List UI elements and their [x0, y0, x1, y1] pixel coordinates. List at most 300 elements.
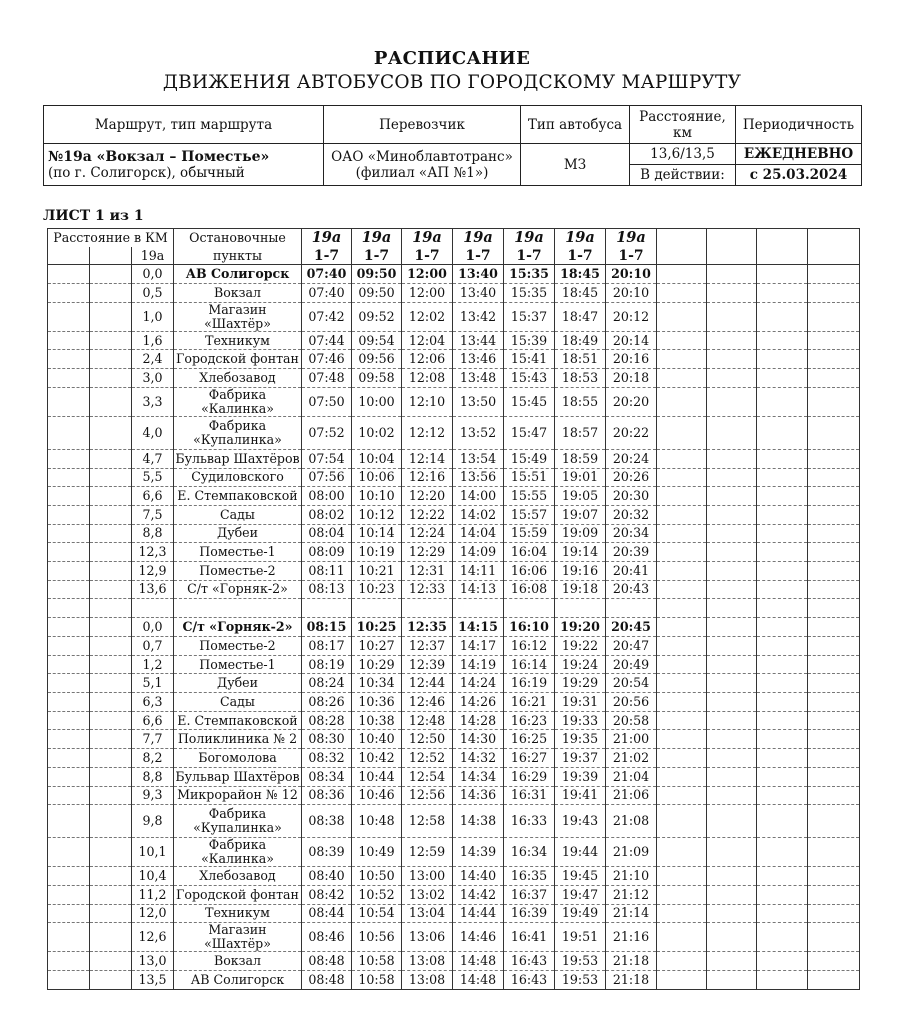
distance-km: 2,4: [132, 350, 174, 369]
empty-column-cell: [352, 599, 402, 618]
route-cell: [44, 144, 324, 186]
empty-column-cell: [707, 247, 757, 265]
departure-time: 19:20: [555, 618, 606, 637]
departure-time: 16:37: [504, 885, 555, 904]
empty-column-cell: [657, 302, 707, 331]
departure-time: 20:45: [606, 618, 657, 637]
empty-column-cell: [757, 885, 808, 904]
empty-column-cell: [48, 749, 90, 768]
departure-time: 19:53: [555, 970, 606, 989]
departure-time: 08:44: [302, 904, 352, 923]
departure-time: 14:02: [453, 505, 504, 524]
departure-time: 12:00: [402, 265, 453, 284]
departure-time: 20:14: [606, 331, 657, 350]
departure-time: 19:29: [555, 674, 606, 693]
departure-time: 20:10: [606, 284, 657, 303]
departure-time: 13:42: [453, 302, 504, 331]
distance-km: 4,0: [132, 416, 174, 449]
empty-column-cell: [90, 767, 132, 786]
departure-time: 19:09: [555, 524, 606, 543]
departure-time: 12:16: [402, 468, 453, 487]
schedule-row: [48, 674, 860, 693]
stop-name: Хлебозавод: [174, 369, 302, 388]
empty-column-cell: [90, 838, 132, 867]
empty-column-cell: [808, 904, 860, 923]
departure-time: 13:40: [453, 284, 504, 303]
empty-column-cell: [757, 970, 808, 989]
departure-time: 09:52: [352, 302, 402, 331]
departure-time: 16:31: [504, 786, 555, 805]
departure-time: 19:37: [555, 749, 606, 768]
departure-time: 07:44: [302, 331, 352, 350]
schedule-row: [48, 387, 860, 416]
schedule-row: [48, 838, 860, 867]
empty-column-cell: [707, 693, 757, 712]
empty-column-cell: [707, 369, 757, 388]
departure-time: 16:41: [504, 923, 555, 952]
departure-time: 20:39: [606, 543, 657, 562]
empty-column-cell: [48, 331, 90, 350]
empty-column-cell: [48, 637, 90, 656]
departure-time: 16:43: [504, 970, 555, 989]
empty-column-cell: [90, 302, 132, 331]
stop-name: Поместье-1: [174, 655, 302, 674]
empty-column-cell: [707, 524, 757, 543]
departure-time: 12:54: [402, 767, 453, 786]
empty-column-cell: [707, 885, 757, 904]
departure-time: 10:19: [352, 543, 402, 562]
departure-time: 20:49: [606, 655, 657, 674]
stop-name: Техникум: [174, 331, 302, 350]
empty-column-cell: [48, 952, 90, 971]
stop-name: Фабрика «Калинка»: [174, 387, 302, 416]
departure-time: 21:10: [606, 867, 657, 886]
empty-column-cell: [808, 952, 860, 971]
empty-column-cell: [757, 655, 808, 674]
departure-time: 20:54: [606, 674, 657, 693]
empty-column-cell: [757, 637, 808, 656]
stop-name: Магазин «Шахтёр»: [174, 302, 302, 331]
empty-column-cell: [707, 580, 757, 599]
departure-time: 18:45: [555, 284, 606, 303]
empty-column-cell: [657, 618, 707, 637]
departure-time: 13:08: [402, 952, 453, 971]
stop-name: Городской фонтан: [174, 885, 302, 904]
empty-column-cell: [657, 885, 707, 904]
empty-column-cell: [757, 350, 808, 369]
departure-time: 19:39: [555, 767, 606, 786]
departure-time: 19:07: [555, 505, 606, 524]
schedule-row: [48, 265, 860, 284]
empty-column-cell: [48, 618, 90, 637]
departure-time: 21:14: [606, 904, 657, 923]
empty-column-cell: [757, 618, 808, 637]
stop-name: Поместье-1: [174, 543, 302, 562]
departure-time: 19:49: [555, 904, 606, 923]
departure-time: 08:32: [302, 749, 352, 768]
departure-time: 19:16: [555, 561, 606, 580]
stop-name: С/т «Горняк-2»: [174, 618, 302, 637]
departure-time: 16:39: [504, 904, 555, 923]
departure-time: 10:48: [352, 805, 402, 838]
departure-time: 08:48: [302, 952, 352, 971]
departure-time: 21:06: [606, 786, 657, 805]
stop-name: Поместье-2: [174, 561, 302, 580]
run-days-label: 1-7: [402, 247, 453, 265]
empty-column-cell: [657, 561, 707, 580]
stop-name: Е. Стемпаковской: [174, 487, 302, 506]
empty-column-cell: [757, 711, 808, 730]
stop-name: Сады: [174, 693, 302, 712]
departure-time: 08:36: [302, 786, 352, 805]
empty-column-cell: [757, 767, 808, 786]
departure-time: 21:00: [606, 730, 657, 749]
empty-column-cell: [657, 487, 707, 506]
empty-column-cell: [757, 599, 808, 618]
empty-column-cell: [707, 561, 757, 580]
departure-time: 20:58: [606, 711, 657, 730]
departure-time: 20:12: [606, 302, 657, 331]
empty-column-cell: [808, 923, 860, 952]
departure-time: 08:17: [302, 637, 352, 656]
departure-time: 15:59: [504, 524, 555, 543]
run-route-label: 19а: [504, 229, 555, 247]
empty-column-cell: [757, 505, 808, 524]
schedule-row: [48, 786, 860, 805]
empty-column-cell: [707, 749, 757, 768]
departure-time: 14:17: [453, 637, 504, 656]
departure-time: 07:46: [302, 350, 352, 369]
stop-name: Хлебозавод: [174, 867, 302, 886]
empty-column-cell: [808, 749, 860, 768]
departure-time: 14:26: [453, 693, 504, 712]
departure-time: 13:02: [402, 885, 453, 904]
empty-column-cell: [90, 805, 132, 838]
departure-time: 19:51: [555, 923, 606, 952]
empty-column-cell: [48, 580, 90, 599]
schedule-row: [48, 468, 860, 487]
departure-time: 12:35: [402, 618, 453, 637]
departure-time: 14:48: [453, 952, 504, 971]
schedule-table: [47, 228, 860, 990]
departure-time: 18:49: [555, 331, 606, 350]
departure-time: 14:40: [453, 867, 504, 886]
stop-name: Бульвар Шахтёров: [174, 449, 302, 468]
departure-time: 12:24: [402, 524, 453, 543]
departure-time: 21:08: [606, 805, 657, 838]
departure-time: 16:06: [504, 561, 555, 580]
run-days-label: 1-7: [555, 247, 606, 265]
departure-time: 21:18: [606, 970, 657, 989]
schedule-row: [48, 867, 860, 886]
departure-time: 14:00: [453, 487, 504, 506]
empty-column-cell: [657, 786, 707, 805]
distance-km: 13,0: [132, 952, 174, 971]
run-days-label: 1-7: [504, 247, 555, 265]
departure-time: 20:24: [606, 449, 657, 468]
distance-km: 8,2: [132, 749, 174, 768]
empty-column-cell: [555, 599, 606, 618]
departure-time: 12:00: [402, 284, 453, 303]
empty-column-cell: [808, 543, 860, 562]
distance-km: 1,6: [132, 331, 174, 350]
departure-time: 09:58: [352, 369, 402, 388]
departure-time: 12:31: [402, 561, 453, 580]
empty-column-cell: [48, 767, 90, 786]
empty-column-cell: [90, 449, 132, 468]
schedule-row: [48, 302, 860, 331]
bus-type-column-header: Тип автобуса: [521, 106, 630, 144]
distance-km: 0,0: [132, 618, 174, 637]
carrier-branch: (филиал «АП №1»): [355, 164, 489, 181]
empty-column-cell: [48, 786, 90, 805]
empty-column-cell: [90, 331, 132, 350]
empty-column-cell: [808, 350, 860, 369]
empty-column-cell: [48, 904, 90, 923]
carrier-name: ОАО «Миноблавтотранс»: [331, 148, 513, 165]
departure-time: 21:04: [606, 767, 657, 786]
departure-time: 12:39: [402, 655, 453, 674]
departure-time: 19:43: [555, 805, 606, 838]
departure-time: 12:02: [402, 302, 453, 331]
empty-column-cell: [657, 416, 707, 449]
departure-time: 14:24: [453, 674, 504, 693]
empty-column-cell: [453, 599, 504, 618]
empty-column-cell: [90, 970, 132, 989]
departure-time: 20:10: [606, 265, 657, 284]
departure-time: 12:14: [402, 449, 453, 468]
departure-time: 16:33: [504, 805, 555, 838]
schedule-row: [48, 655, 860, 674]
schedule-row: [48, 749, 860, 768]
empty-column-cell: [48, 387, 90, 416]
schedule-row: [48, 580, 860, 599]
departure-time: 20:43: [606, 580, 657, 599]
departure-time: 09:54: [352, 331, 402, 350]
empty-column-cell: [707, 599, 757, 618]
departure-time: 19:53: [555, 952, 606, 971]
schedule-row: [48, 524, 860, 543]
distance-km: 12,0: [132, 904, 174, 923]
empty-column-cell: [707, 786, 757, 805]
empty-column-cell: [707, 350, 757, 369]
departure-time: 10:40: [352, 730, 402, 749]
schedule-row: [48, 970, 860, 989]
departure-time: 10:02: [352, 416, 402, 449]
departure-time: 13:52: [453, 416, 504, 449]
route-type: (по г. Солигорск), обычный: [48, 164, 245, 181]
empty-column-cell: [757, 923, 808, 952]
stop-name: Дубеи: [174, 674, 302, 693]
empty-column-cell: [48, 524, 90, 543]
schedule-row: [48, 350, 860, 369]
empty-column-cell: [707, 468, 757, 487]
periodicity-value: ЕЖЕДНЕВНО: [736, 144, 862, 165]
departure-time: 08:26: [302, 693, 352, 712]
empty-column-cell: [657, 468, 707, 487]
departure-time: 14:39: [453, 838, 504, 867]
departure-time: 14:46: [453, 923, 504, 952]
departure-time: 21:12: [606, 885, 657, 904]
departure-time: 21:09: [606, 838, 657, 867]
departure-time: 12:20: [402, 487, 453, 506]
empty-column-cell: [757, 867, 808, 886]
departure-time: 19:22: [555, 637, 606, 656]
empty-column-cell: [657, 805, 707, 838]
departure-time: 19:35: [555, 730, 606, 749]
empty-column-cell: [48, 302, 90, 331]
departure-time: 16:19: [504, 674, 555, 693]
empty-column-cell: [657, 767, 707, 786]
distance-km: 5,1: [132, 674, 174, 693]
run-route-label: 19а: [302, 229, 352, 247]
departure-time: 10:50: [352, 867, 402, 886]
empty-column-cell: [707, 229, 757, 247]
departure-time: 07:48: [302, 369, 352, 388]
departure-time: 14:15: [453, 618, 504, 637]
empty-column-cell: [48, 711, 90, 730]
distance-km: 1,0: [132, 302, 174, 331]
empty-column-cell: [90, 885, 132, 904]
departure-time: 10:54: [352, 904, 402, 923]
empty-column-cell: [757, 284, 808, 303]
empty-column-cell: [48, 416, 90, 449]
departure-time: 19:01: [555, 468, 606, 487]
empty-column-cell: [90, 655, 132, 674]
empty-column-cell: [707, 618, 757, 637]
empty-column-cell: [808, 284, 860, 303]
schedule-row: [48, 487, 860, 506]
empty-column-cell: [606, 599, 657, 618]
empty-column-cell: [808, 637, 860, 656]
departure-time: 20:22: [606, 416, 657, 449]
empty-column-cell: [48, 487, 90, 506]
departure-time: 19:33: [555, 711, 606, 730]
empty-column-cell: [90, 543, 132, 562]
empty-column-cell: [757, 369, 808, 388]
departure-time: 20:20: [606, 387, 657, 416]
document-title: РАСПИСАНИЕ: [373, 48, 531, 69]
empty-column-cell: [48, 805, 90, 838]
departure-time: 12:06: [402, 350, 453, 369]
distance-km: 5,5: [132, 468, 174, 487]
empty-column-cell: [90, 952, 132, 971]
empty-column-cell: [90, 904, 132, 923]
empty-column-cell: [808, 730, 860, 749]
empty-column-cell: [808, 416, 860, 449]
run-route-label: 19а: [402, 229, 453, 247]
departure-time: 18:59: [555, 449, 606, 468]
empty-column-cell: [707, 284, 757, 303]
empty-column-cell: [174, 599, 302, 618]
empty-column-cell: [757, 904, 808, 923]
distance-column-header: Расстояние, км: [630, 106, 736, 144]
distance-header: Расстояние в КМ: [48, 229, 174, 247]
empty-column-cell: [302, 599, 352, 618]
empty-column-cell: [90, 505, 132, 524]
run-days-label: 1-7: [352, 247, 402, 265]
departure-time: 12:04: [402, 331, 453, 350]
empty-column-cell: [707, 730, 757, 749]
departure-time: 13:04: [402, 904, 453, 923]
departure-time: 13:50: [453, 387, 504, 416]
stop-name: Техникум: [174, 904, 302, 923]
stop-name: Богомолова: [174, 749, 302, 768]
departure-time: 15:47: [504, 416, 555, 449]
departure-time: 14:11: [453, 561, 504, 580]
distance-km: 0,7: [132, 637, 174, 656]
empty-column-cell: [757, 786, 808, 805]
departure-time: 12:46: [402, 693, 453, 712]
empty-column-cell: [657, 655, 707, 674]
empty-column-cell: [707, 952, 757, 971]
empty-column-cell: [90, 786, 132, 805]
empty-column-cell: [657, 970, 707, 989]
empty-column-cell: [757, 805, 808, 838]
departure-time: 20:41: [606, 561, 657, 580]
departure-time: 08:09: [302, 543, 352, 562]
empty-column-cell: [48, 449, 90, 468]
empty-column-cell: [657, 580, 707, 599]
departure-time: 13:56: [453, 468, 504, 487]
run-route-label: 19а: [453, 229, 504, 247]
departure-time: 18:45: [555, 265, 606, 284]
departure-time: 20:18: [606, 369, 657, 388]
departure-time: 16:43: [504, 952, 555, 971]
departure-time: 10:36: [352, 693, 402, 712]
schedule-row: [48, 952, 860, 971]
stop-name: АВ Солигорск: [174, 970, 302, 989]
departure-time: 10:06: [352, 468, 402, 487]
schedule-header-row: [48, 247, 860, 265]
empty-column-cell: [707, 923, 757, 952]
departure-time: 10:46: [352, 786, 402, 805]
empty-column-cell: [657, 331, 707, 350]
departure-time: 19:41: [555, 786, 606, 805]
departure-time: 12:58: [402, 805, 453, 838]
distance-km: 0,0: [132, 265, 174, 284]
empty-column-cell: [707, 711, 757, 730]
empty-column-cell: [707, 674, 757, 693]
route-info-table: [43, 105, 862, 186]
departure-time: 09:56: [352, 350, 402, 369]
empty-column-cell: [90, 487, 132, 506]
empty-column-cell: [90, 468, 132, 487]
departure-time: 08:39: [302, 838, 352, 867]
empty-column-cell: [657, 229, 707, 247]
empty-column-cell: [808, 302, 860, 331]
empty-column-cell: [657, 247, 707, 265]
empty-column-cell: [757, 749, 808, 768]
empty-column-cell: [808, 674, 860, 693]
schedule-row: [48, 711, 860, 730]
empty-column-cell: [48, 923, 90, 952]
departure-time: 15:41: [504, 350, 555, 369]
departure-time: 10:23: [352, 580, 402, 599]
stop-name: Фабрика «Купалинка»: [174, 416, 302, 449]
departure-time: 16:25: [504, 730, 555, 749]
empty-column-cell: [48, 693, 90, 712]
empty-column-cell: [90, 693, 132, 712]
empty-column-cell: [657, 730, 707, 749]
departure-time: 10:25: [352, 618, 402, 637]
stops-header: Остановочные: [174, 229, 302, 247]
empty-column-cell: [90, 284, 132, 303]
departure-time: 16:29: [504, 767, 555, 786]
empty-column-cell: [48, 561, 90, 580]
empty-column-cell: [657, 952, 707, 971]
departure-time: 18:57: [555, 416, 606, 449]
